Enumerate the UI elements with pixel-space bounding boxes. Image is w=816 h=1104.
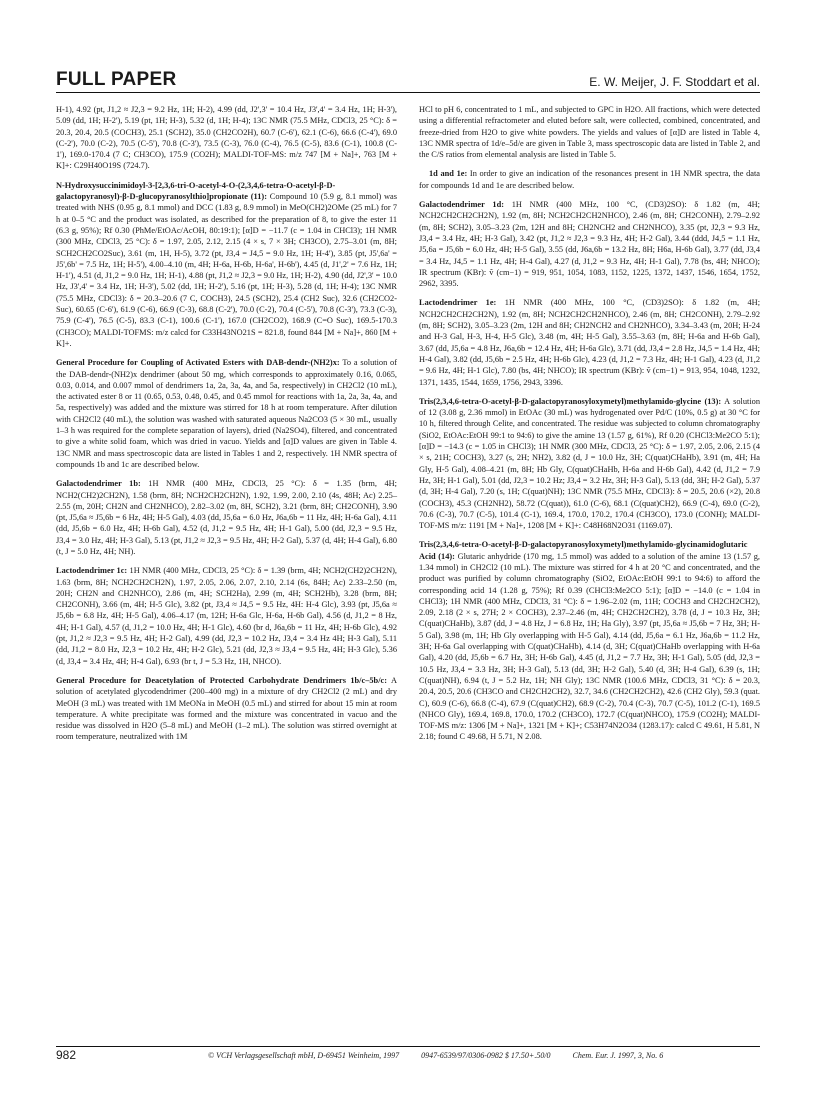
paragraph-gap: [56, 470, 397, 478]
paragraph-body: To a solution of the DAB-dendr-(NH2)x dendrimer (about 50 mg, which corresponds to approximately 0.16, 0.065, 0.03, 0.014, and 0.007 mmol of dendrimers 1a, 2a, 3a, 4a, and 5a, respectively) in CH2Cl2 (10 mL), the activated ester 8 or 11 (0.65, 0.53, 0.48, 0.45, and 0.45 mmol for reactions with 1a, 2a, 3a, 4a, and 5a, respectively) was added and the mixture was stirred for 18 h at room temperature. After dilution with CH2Cl2 (40 mL), the solution was washed with saturated aqueous Na2CO3 (5 × 30 mL, usually 1–3 h was required for the complete separation of layers), dried (Na2SO4), filtered, and concentrated to give a white solid foam, which was dried in vacuo. Yields and [α]D values are given in Table 4. 13C NMR and mass spectroscopic data are listed in Tables 1 and 2, respectively. 1H NMR spectra of compounds 1b and 1c are described below.: [56, 358, 398, 469]
paragraph-gap: [419, 160, 760, 168]
paragraph-heading: Tris(2,3,4,6-tetra-O-acetyl-β-D-galactopyranosyloxymetyl)methylamido-glycine (13):: [419, 396, 722, 406]
paragraph-heading: Lactodendrimer 1e:: [419, 298, 497, 308]
paragraph-gap: [56, 349, 397, 357]
running-header: [56, 66, 760, 93]
paragraph-gap: [56, 172, 397, 180]
author-line: E. W. Meijer, J. F. Stoddart et al.: [589, 75, 760, 89]
paragraph: [419, 396, 760, 532]
paragraph-heading: N-Hydroxysuccinimidoyl-3-[2,3,6-tri-O-acetyl-4-O-(2,3,4,6-tetra-O-acetyl-β-D-galactopyranosyl)-β-D-glucopyranosylthio]propionate (11):: [56, 180, 336, 202]
paragraph-heading: General Procedure for Coupling of Activated Esters with DAB-dendr-(NH2)x:: [56, 358, 340, 368]
paragraph-heading: Tris(2,3,4,6-tetra-O-acetyl-β-D-galactopyranosyloxymetyl)methylamido-glycinamidoglutaric Acid (14):: [419, 540, 748, 561]
paragraph-body: 1H NMR (400 MHz, 100 °C, (CD3)2SO): δ 1.82 (m, 4H; NCH2CH2CH2CH2N), 1.92 (m, 8H; NCH2CH2CH2NHCO), 2.46 (m, 8H; CH2CONH), 2.79–2.92 (m, 8H; SCH2), 3.05–3.23 (2m, 12H and 8H; CH2NCH2 and CH2NHCO), 3.34–3.43 (m, 20H; H-24 and H-3 Gal, H-3, H-4, H-5 Glc), 3.48 (m, 4H; H-5 Gal), 3.55–3.63 (m, 8H; H-6a and H-6b Gal), 3.67 (dd, J5,6a = 4.8 Hz, J6a,6b = 12.4 Hz, 4H; H-6a Glc), 3.71 (dd, J3,4 = 2.8 Hz, J4,5 = 1.4 Hz, 4H; H-4 Gal), 3.82 (dd, J5,6b = 2.5 Hz, 4H; H-6b Glc), 4.23 (d, J1,2 = 7.3 Hz, 4H; H-1 Gal), 4.23 (d, J1,2 = 9.6 Hz, 4H; H-1 Glc), 7.80 (bs, 4H; NHCO); IR spectrum (KBr): ṽ (cm−1) = 913, 954, 1048, 1232, 1371, 1435, 1544, 1659, 1756, 2943, 3396.: [419, 298, 761, 387]
page-number: 982: [56, 1047, 77, 1062]
paragraph-gap: [419, 289, 760, 297]
paragraph-body: HCl to pH 6, concentrated to 1 mL, and subjected to GPC in H2O. All fractions, which were detected using a differential refractometer and eluted before salt, were collected, combined, concentrated, and freeze-dried from H2O to give white powders. The yields and values of [α]D are listed in Table 4, 13C NMR spectra of 1d/e–5d/e are given in Table 3, mass spectroscopic data are listed in Table 2, and the C/S ratios from elemental analysis are listed in Table 5.: [419, 105, 760, 160]
right-column: [419, 104, 760, 743]
paragraph-heading: Lactodendrimer 1c:: [56, 566, 128, 576]
page-footer: [56, 1046, 760, 1063]
paragraph-gap: [419, 388, 760, 396]
left-column: [56, 104, 397, 743]
paragraph-body: 1H NMR (400 MHz, CDCl3, 25 °C): δ = 1.35 (brm, 4H; NCH2(CH2)2CH2N), 1.58 (brm, 8H; NCH2CH2CH2N), 1.92, 1.99, 2.00, 2.10 (4s, 48H; Ac) 2.25–2.55 (m, 20H; CH2N and CH2NHCO), 2.82–3.02 (m, 8H, SCH2), 3.21 (brm, 8H; CH2CONH), 3.90 (pt, J5,6a ≈ J5,6b = 6 Hz, 4H; H-5 Gal), 4.03 (dd, J5,6a = 6.0 Hz, J6a,6b = 11 Hz, 4H; H-6a Gal), 4.11 (dd, J5,6b = 6.0 Hz, 4H; H-6b Gal), 4.52 (d, J1,2 = 9.5 Hz, 4H; H-1 Gal), 5.00 (dd, J2,3 = 9.5 Hz, J3,4 = 3.0 Hz, 4H; H-3 Gal), 5.13 (pt, J1,2 ≈ J2,3 = 9.5 Hz, 4H; H-2 Gal), 5.37 (d, 4H; H-4 Gal), 6.80 (t, J = 5.0 Hz, 4H; NH).: [56, 479, 397, 556]
paragraph-gap: [56, 667, 397, 675]
paragraph-body: A solution of acetylated glycodendrimer (200–400 mg) in a mixture of dry CH2Cl2 (2 mL) and dry MeOH (3 mL) was treated with 1M MeONa in MeOH (0.5 mL) and stirred for about 15 min at room temperature. A white precipitate was formed and the mixture was concentrated in vacuo and the residue was dissolved in H2O (5–8 mL) and MeOH (1–2 mL). The solution was stirred overnight at room temperature, neutralized with 1M: [56, 675, 397, 742]
paragraph-gap: [56, 557, 397, 565]
paragraph: [419, 297, 760, 387]
paragraph: [419, 104, 760, 160]
paragraph-heading: 1d and 1e:: [429, 169, 468, 179]
paragraph-gap: [419, 531, 760, 539]
paragraph-body: 1H NMR (400 MHz, 100 °C, (CD3)2SO): δ 1.82 (m, 4H; NCH2CH2CH2CH2N), 1.92 (m, 8H; NCH2CH2CH2NHCO), 2.46 (m, 8H; CH2CONH), 2.79–2.92 (m, 8H; SCH2), 3.05–3.23 (2m, 12H and 8H; CH2NCH2 and CH2NHCO), 3.35 (pt, J2,3 = 9.3 Hz, J3,4 = 3.4 Hz, 4H; H-3 Gal), 3.42 (pt, J1,2 ≈ J2,3 = 9.3 Hz, 4H; H-2 Gal), 3.44 (ddd, J4,5 = 1.1 Hz, J5,6a = J5,6b = 6.0 Hz, 4H; H-5 Gal), 3.55 (dd, J6a,6b = 13.2 Hz, 8H; H6a, H-6b Gal), 3.77 (dd, J3,4 = 3.4 Hz, J4,5 = 1.1 Hz, 4H; H-4 Gal), 4.27 (d, J1,2 = 9.3 Hz, 4H; H-1 Gal), 7.78 (bs, 4H; NHCO); IR spectrum (KBr): ṽ (cm−1) = 919, 951, 1054, 1083, 1152, 1225, 1372, 1437, 1546, 1654, 1752, 2962, 3395.: [419, 200, 761, 289]
publisher-line: © VCH Verlagsgesellschaft mbH, D-69451 Weinheim, 1997: [208, 1050, 400, 1060]
paragraph: [419, 199, 760, 289]
article-code: 0947-6539/97/0306-0982 $ 17.50+.50/0: [421, 1050, 551, 1060]
paragraph: [56, 180, 397, 349]
paragraph-body: A solution of 12 (3.08 g, 2.36 mmol) in EtOAc (30 mL) was hydrogenated over Pd/C (10%, 0.5 g) at 30 °C for 10 h, filtered through Celite, and concentrated. The residue was subjected to column chromatography (SiO2, EtOAc:EtOH 99:1 to 94:6) to give the amine 13 (1.57 g, 61%), Rf 0.20 (CHCl3:Me2CO 5:1); [α]D = −14.3 (c = 1.05 in CHCl3); 1H NMR (300 MHz, CDCl3, 25 °C): δ = 1.97, 2.05, 2.06, 2.15 (4 × s, 21H; COCH3), 3.27 (s, 2H; NH2), 3.82 (d, J = 10.0 Hz, 3H; C(quat)CHaHb), 3.91 (m, 4H; Ha Gly, H-5 Gal), 4.08–4.21 (m, 8H; Hb Gly, C(quat)CHaHb, H-6a and H-6b Gal), 4.42 (d, J1,2 = 7.9 Hz, 3H; H-1 Gal), 5.01 (dd, J2,3 = 10.2 Hz; J3,4 = 3.2 Hz, 3H; H-3 Gal), 5.13 (dd, 3H; H-2 Gal), 5.37 (d, 3H; H-4 Gal), 7.20 (s, 1H; C(quat)NH); 13C NMR (75.5 MHz, CDCl3): δ = 20.5, 20.6 (×2), 20.8 (COCH3), 45.3 (CH2NH2), 58.72 (C(quat)), 61.0 (C-6), 68.1 (C(quat)CH2), 66.9 (C-4), 69.0 (C-2), 70.6 (C-3), 70.7 (C-5), 101.4 (C-1), 169.4, 170.0, 170.2, 170.4 (CH3CO), 173.0 (CONH); MALDI-TOF-MS m/z: 1191 [M + Na]+, 1208 [M + K]+: C48H68N2O31 (1169.07).: [419, 396, 760, 531]
paragraph-body: H-1), 4.92 (pt, J1,2 ≈ J2,3 = 9.2 Hz, 1H; H-2), 4.99 (dd, J2',3' = 10.4 Hz, J3',4' = 3.4 Hz, 1H; H-3'), 5.09 (dd, 1H; H-2'), 5.19 (pt, 1H; H-3), 5.32 (d, 1H; H-4); 13C NMR (75.5 MHz, CDCl3, 25 °C): δ = 20.3, 20.4, 20.5 (COCH3), 25.1 (SCH2), 35.0 (CH2CO2H), 60.7 (C-6'), 62.1 (C-6), 66.6 (C-4'), 69.0 (C-2'), 70.0 (C-2), 70.5 (C-5'), 70.8 (C-3'), 73.5 (C-3), 76.0 (C-4), 76.5 (C-5), 83.6 (C-1), 100.8 (C-1'), 169.0-170.4 (7 C; CH3CO), 175.9 (CO2H); MALDI-TOF-MS: m/z 747 [M + Na]+, 763 [M + K]+: C29H40O19S (724.7).: [56, 105, 397, 171]
paragraph: [56, 675, 397, 743]
paragraph-heading: Galactodendrimer 1d:: [419, 200, 504, 210]
paragraph: [419, 168, 760, 191]
paragraph-heading: Galactodendrimer 1b:: [56, 479, 141, 489]
paragraph-body: In order to give an indication of the resonances present in 1H NMR spectra, the data for compounds 1d and 1e are described below.: [419, 169, 760, 190]
paragraph: [56, 565, 397, 667]
paragraph: [56, 478, 397, 557]
paragraph-body: Glutaric anhydride (170 mg, 1.5 mmol) was added to a solution of the amine 13 (1.57 g, 1.34 mmol) in CH2Cl2 (10 mL). The mixture was stirred for 4 h at 20 °C and concentrated, and the product was purified by column chromatography (SiO2, EtOAc:EtOH 99:1 to 94:6) to afford the corresponding acid 14 (1.28 g, 75%); Rf 0.39 (CHCl3:Me2CO 5:1); [α]D = −14.0 (c = 1.04 in CHCl3); 1H NMR (400 MHz, CDCl3, 31 °C): δ = 1.96–2.02 (m, 11H; COCH3 and CH2CH2CH2), 2.09, 2.18 (2 × s, 27H; 2 × COCH3), 2.37–2.46 (m, 4H; CH2CH2CH2), 3.78 (d, J = 10.3 Hz, 3H; C(quat)CHaHb), 3.87 (dd, J = 4.8 Hz, J = 6.8 Hz, 1H; Ha Gly), 3.97 (pt, J5,6a ≈ J5,6b = 7 Hz, 3H; H-5 Gal), 3.98 (m, 1H; Hb Gly overlapping with H-5 Gal), 4.14 (dd, J5,6a = 6.1 Hz, J6a,6b = 11.2 Hz, 3H; H-6a Gal overlapping with C(quat)CHaHb), 4.14 (d, 3H; C(quat)CHaHb overlapping with H-6a Gal), 4.20 (dd, J5,6b = 6.7 Hz, 3H; H-6b Gal), 4.45 (d, J1,2 = 7.7 Hz, 3H; H-1 Gal), 5.05 (dd, J2,3 = 10.5 Hz, J3,4 = 3.3 Hz, 3H; H-3 Gal), 5.13 (dd, 3H; H-2 Gal), 5.40 (d, 3H; H-4 Gal), 6.39 (s, 1H; C(quat)NH), 6.94 (t, J = 5.2 Hz, 1H; NH Gly); 13C NMR (100.6 MHz, CDCl3, 31 °C): δ = 20.3, 20.4, 20.5, 20.6 (CH3CO and CH2CH2CH2), 32.7, 34.6 (CH2CH2CH2), 42.6 (CH2 Gly), 59.3 (quat. C), 60.9 (C-6), 66.8 (C-4), 67.9 (C(quat)CH2), 68.9 (C-2), 70.4 (C-3), 70.7 (C-5), 101.2 (C-1), 169.5 (NHCO Gly), 169.4, 169.8, 170.0, 170.2 (CH3CO), 172.7 (C(quat)NHCO), 175.9 (CO2H); MALDI-TOF-MS m/z: 1306 [M + Na]+, 1321 [M + K]+; C53H74N2O34 (1283.17): calcd C 49.61, H 5.81, N 2.18; found C 49.68, H 5.71, N 2.08.: [419, 551, 761, 742]
journal-citation: Chem. Eur. J. 1997, 3, No. 6: [572, 1050, 664, 1060]
paragraph-heading: General Procedure for Deacetylation of Protected Carbohydrate Dendrimers 1b/c–5b/c:: [56, 675, 387, 685]
paragraph-gap: [419, 191, 760, 199]
paragraph: [56, 357, 397, 470]
paragraph-body: 1H NMR (400 MHz, CDCl3, 25 °C): δ = 1.39 (brm, 4H; NCH2(CH2)2CH2N), 1.63 (brm, 8H; NCH2CH2CH2N), 1.97, 2.05, 2.06, 2.07, 2.10, 2.14 (6s, 84H; Ac) 2.33–2.50 (m, 20H; CH2N and CH2NHCO), 2.86 (m, 4H; SCH2Ha), 2.99 (m, 4H; SCH2Hb), 3.28 (brm, 8H; CH2CONH), 3.66 (m, 4H; H-5 Glc), 3.82 (pt, J3,4 ≈ J4,5 = 9.5 Hz, 4H: H-4 Glc), 3.93 (pt, J5,6a ≈ J5,6b = 6.8 Hz, 4H; H-5 Gal), 4.06–4.17 (m, 12H; H-6a Glc, H-6a, H-6b Gal), 4.56 (d, J1,2 = 8 Hz, 4H; H-1 Gal), 4.57 (d, J1,2 = 10.0 Hz, 4H; H-1 Glc), 4.60 (br d, J6a,6b = 11 Hz, 4H; H-6b Glc), 4.92 (pt, J1,2 ≈ J2,3 = 9.5 Hz, 4H; H-2 Gal), 4.99 (dd, J2,3 = 10.2 Hz, J3,4 = 3.4 Hz 4H; H-3 Gal), 5.11 (dd, J1,2 = 8.0 Hz, J2,3 = 10.2 Hz, 4H; H-2 Glc), 5.21 (dd, J2,3 ≈ J3,4 = 9.5 Hz, 4H; H-3 Glc), 5.36 (d, J3,4 = 3.4 Hz, 4H; H-4 Gal), 6.93 (br t, J = 5.3 Hz, 1H, NHCO).: [56, 566, 398, 666]
paragraph-body: Compound 10 (5.9 g, 8.1 mmol) was treated with NHS (0.95 g, 8.1 mmol) and DCC (1.83 g, 8.9 mmol) in MeO(CH2)2OMe (25 mL) for 7 h at 0–5 °C and the product was isolated, as described for the preparation of 8, to give the ester 11 (6.3 g, 95%); Rf 0.30 (PhMe/EtOAc/AcOH, 80:19:1); [α]D = −11.7 (c = 1.04 in CHCl3); 1H NMR (300 MHz, CDCl3, 25 °C): δ = 1.97, 2.05, 2.12, 2.15 (4 × s, 7 × 3H; CH3CO), 2.75–3.01 (m, 8H; SCH2CH2CO2Suc), 3.61 (m, 1H, H-5), 3.72 (pt, J3,4 = J4,5 = 9.0 Hz, 1H; H-4'), 3.85 (pt, J5',6a' = J5',6b' = 7.5 Hz, 1H; H-5'), 4.00–4.10 (m, 4H; H-6a, H-6b, H-6a', H-6b'), 4.45 (d, J1',2' = 7.6 Hz, 1H; H-1'), 4.51 (d, J1,2 = 9.0 Hz, 1H; H-1), 4.88 (pt, J1,2 ≈ J2,3 = 9.0 Hz, 1H; H-2), 4.90 (dd, J2',3' = 10.0 Hz, J3',4' = 3.4 Hz, 1H; H-3'), 5.02 (dd, 1H; H-2'), 5.16 (pt, 1H; H-3), 5.28 (d, 1H; H-4); 13C NMR (75.5 MHz, CDCl3): δ = 20.3–20.6 (7 C, COCH3), 24.5 (SCH2), 25.4 (CH2 Suc), 32.6 (CH2CO2-Suc), 60.65 (C-6'), 61.9 (C-6), 66.9 (C-3), 68.8 (C-2'), 70.0 (C-2), 70.4 (C-5'), 70.8 (C-3'), 73.3 (C-3), 75.9 (C-4'), 76.5 (C-5), 83.3 (C-1), 100.6 (C-1'), 167.0 (CH2CO2), 168.9 (C=O Suc), 169.5-170.3 (CH3CO); MALDI-TOFMS: m/z calcd for C33H43NO21S = 821.8, found 844 [M + Na]+, 860 [M + K]+.: [56, 192, 397, 348]
paragraph: [56, 104, 397, 172]
paragraph: [419, 539, 760, 742]
section-label: FULL PAPER: [56, 69, 177, 90]
